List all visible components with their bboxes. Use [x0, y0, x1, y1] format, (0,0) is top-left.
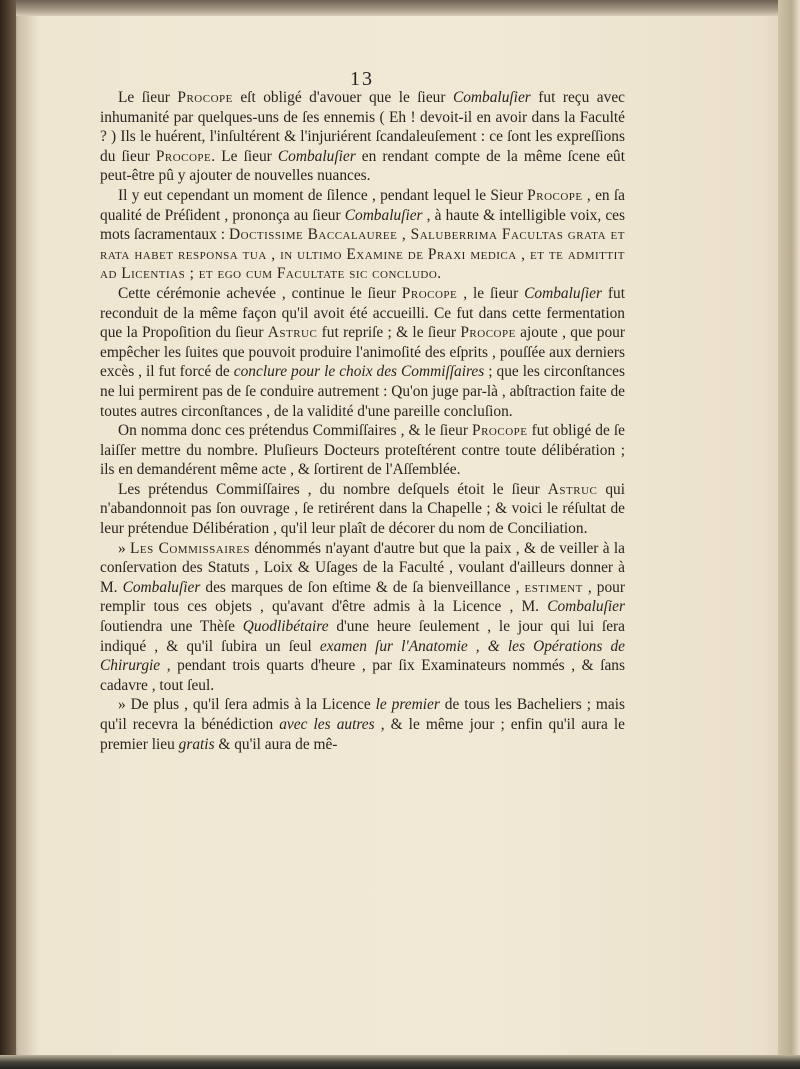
bottom-page-edge [0, 1055, 800, 1069]
italic-text: Quodlibétaire [242, 618, 329, 636]
text-run: fut obligé de ſe laiſſer mettre du nombre. Pluſieurs Docteurs proteſtérent contre toute délibération ; ils en demandérent même acte , & ſortirent de l'Aſſemblée. [100, 422, 625, 479]
italic-text: Combaluſier [122, 578, 201, 596]
binding-edge [0, 0, 16, 1069]
small-caps-text: Procope [472, 422, 528, 440]
body-text [100, 88, 625, 754]
small-caps-text: Procope [155, 147, 212, 165]
italic-text: Combaluſier [452, 89, 531, 106]
text-run: ajoute , que pour empêcher les ſuites que pouvoit produire l'animoſité des eſprits , pouſſée aux derniers excès , il fut forcé de [100, 324, 625, 381]
text-run: Le ſieur [118, 89, 178, 106]
text-run: fut reçu avec inhumanité par quelques-uns de ſes ennemis ( Eh ! devoit-il en avoir dans la Faculté ? ) Ils le huérent, l'inſultérent & l'injuriérent ſcandaleuſement : ce ſont les expreſſions du ſieur [100, 89, 625, 165]
paragraph [100, 421, 625, 480]
small-caps-text: Procope [401, 284, 458, 302]
paragraph [100, 88, 625, 186]
text-run: d'une heure ſeulement , le jour qui lui ſera indiqué , & qu'il ſubira un ſeul [100, 618, 625, 655]
small-caps-text: estiment [524, 578, 583, 596]
quoted-passage [100, 695, 625, 754]
text-run: Il y eut cependant un moment de ſilence , pendant lequel le Sieur [118, 186, 528, 204]
small-caps-text: Procope [177, 89, 233, 106]
text-run: , pour remplir tous ces objets , qu'avant d'être admis à la Licence , M. [100, 578, 625, 616]
page-number: 13 [350, 68, 374, 90]
paragraph [100, 186, 625, 284]
text-run: ; que les circonſtances ne lui permirent pas de ſe conduire autrement : Qu'on juge par-là , abſtraction faite de toutes autres circonſtances , de la validité d'une pareille concluſion. [100, 363, 625, 420]
italic-text: gratis [178, 735, 215, 753]
text-run: , le ſieur [457, 284, 525, 302]
text-run: fut repriſe ; & le ſieur [317, 324, 461, 342]
small-caps-text: Doctissime Baccalauree , Saluberrima Facultas grata et rata habet responsa tua , in ultimo Examine de Praxi medica , et te admittit ad Licentias ; et ego cum Facultate sic concludo. [100, 226, 625, 283]
text-run: Les prétendus Commiſſaires , du nombre deſquels étoit le ſieur [118, 480, 548, 498]
text-run: ſoutiendra une Thèſe [100, 618, 243, 636]
italic-text: Combaluſier [277, 147, 356, 165]
paragraph [100, 284, 625, 421]
text-run: des marques de ſon eſtime & de ſa bienveillance , [200, 578, 525, 596]
paragraph [100, 480, 625, 539]
text-run: fut reconduit de la même façon qu'il avoit été accueilli. Ce fut dans cette fermentation que la Propoſition du ſieur [100, 284, 625, 342]
italic-text: Combaluſier [344, 206, 423, 224]
italic-text: Combaluſier [547, 598, 625, 616]
small-caps-text: Les Commissaires [130, 539, 251, 557]
italic-text: Combaluſier [524, 284, 602, 302]
text-run: , en ſa qualité de Préſident , prononça au ſieur [100, 186, 625, 224]
text-run: , & le même jour ; enfin qu'il aura le premier lieu [100, 716, 625, 753]
text-run: eſt obligé d'avouer que le ſieur [232, 89, 453, 106]
italic-text: le premier [375, 696, 440, 714]
text-run: qui n'abandonnoit pas ſon ouvrage , ſe retirérent dans la Chapelle ; & voici le réſultat de leur prétendue Délibération , qu'il leur plaît de décorer du nom de Conciliation. [100, 480, 625, 538]
italic-text: avec les autres [279, 716, 375, 733]
text-run: , pendant trois quarts d'heure , par ſix Examinateurs nommés , & ſans cadavre , tout ſeul. [100, 657, 625, 694]
text-run: Cette cérémonie achevée , continue le ſieur [118, 284, 402, 302]
italic-text: examen ſur l'Anatomie , & les Opérations de Chirurgie [100, 637, 625, 675]
italic-text: conclure pour le choix des Commiſſaires [233, 363, 485, 381]
text-run: , à haute & intelligible voix, ces mots ſacramentaux : [100, 206, 625, 244]
text-run: On nomma donc ces prétendus Commiſſaires , & le ſieur [118, 422, 473, 440]
small-caps-text: Procope [527, 186, 583, 204]
small-caps-text: Procope [460, 324, 516, 342]
small-caps-text: Astruc [547, 480, 598, 498]
text-run: & qu'il aura de mê- [214, 735, 338, 753]
top-page-edge [0, 0, 800, 16]
text-run: De plus , qu'il ſera admis à la Licence [130, 696, 376, 714]
text-run: de tous les Bacheliers ; mais qu'il recevra la bénédiction [100, 696, 625, 733]
text-run: . Le ſieur [211, 147, 278, 165]
quoted-passage [100, 539, 625, 696]
small-caps-text: Astruc [267, 324, 318, 342]
right-page-edge [778, 0, 800, 1069]
text-run: dénommés n'ayant d'autre but que la paix , & de veiller à la conſervation des Statuts , Loix & Uſages de la Faculté , voulant d'ailleurs donner à M. [100, 539, 626, 596]
text-run: en rendant compte de la même ſcene eût peut-être pû y ajouter de nouvelles nuances. [100, 147, 626, 185]
